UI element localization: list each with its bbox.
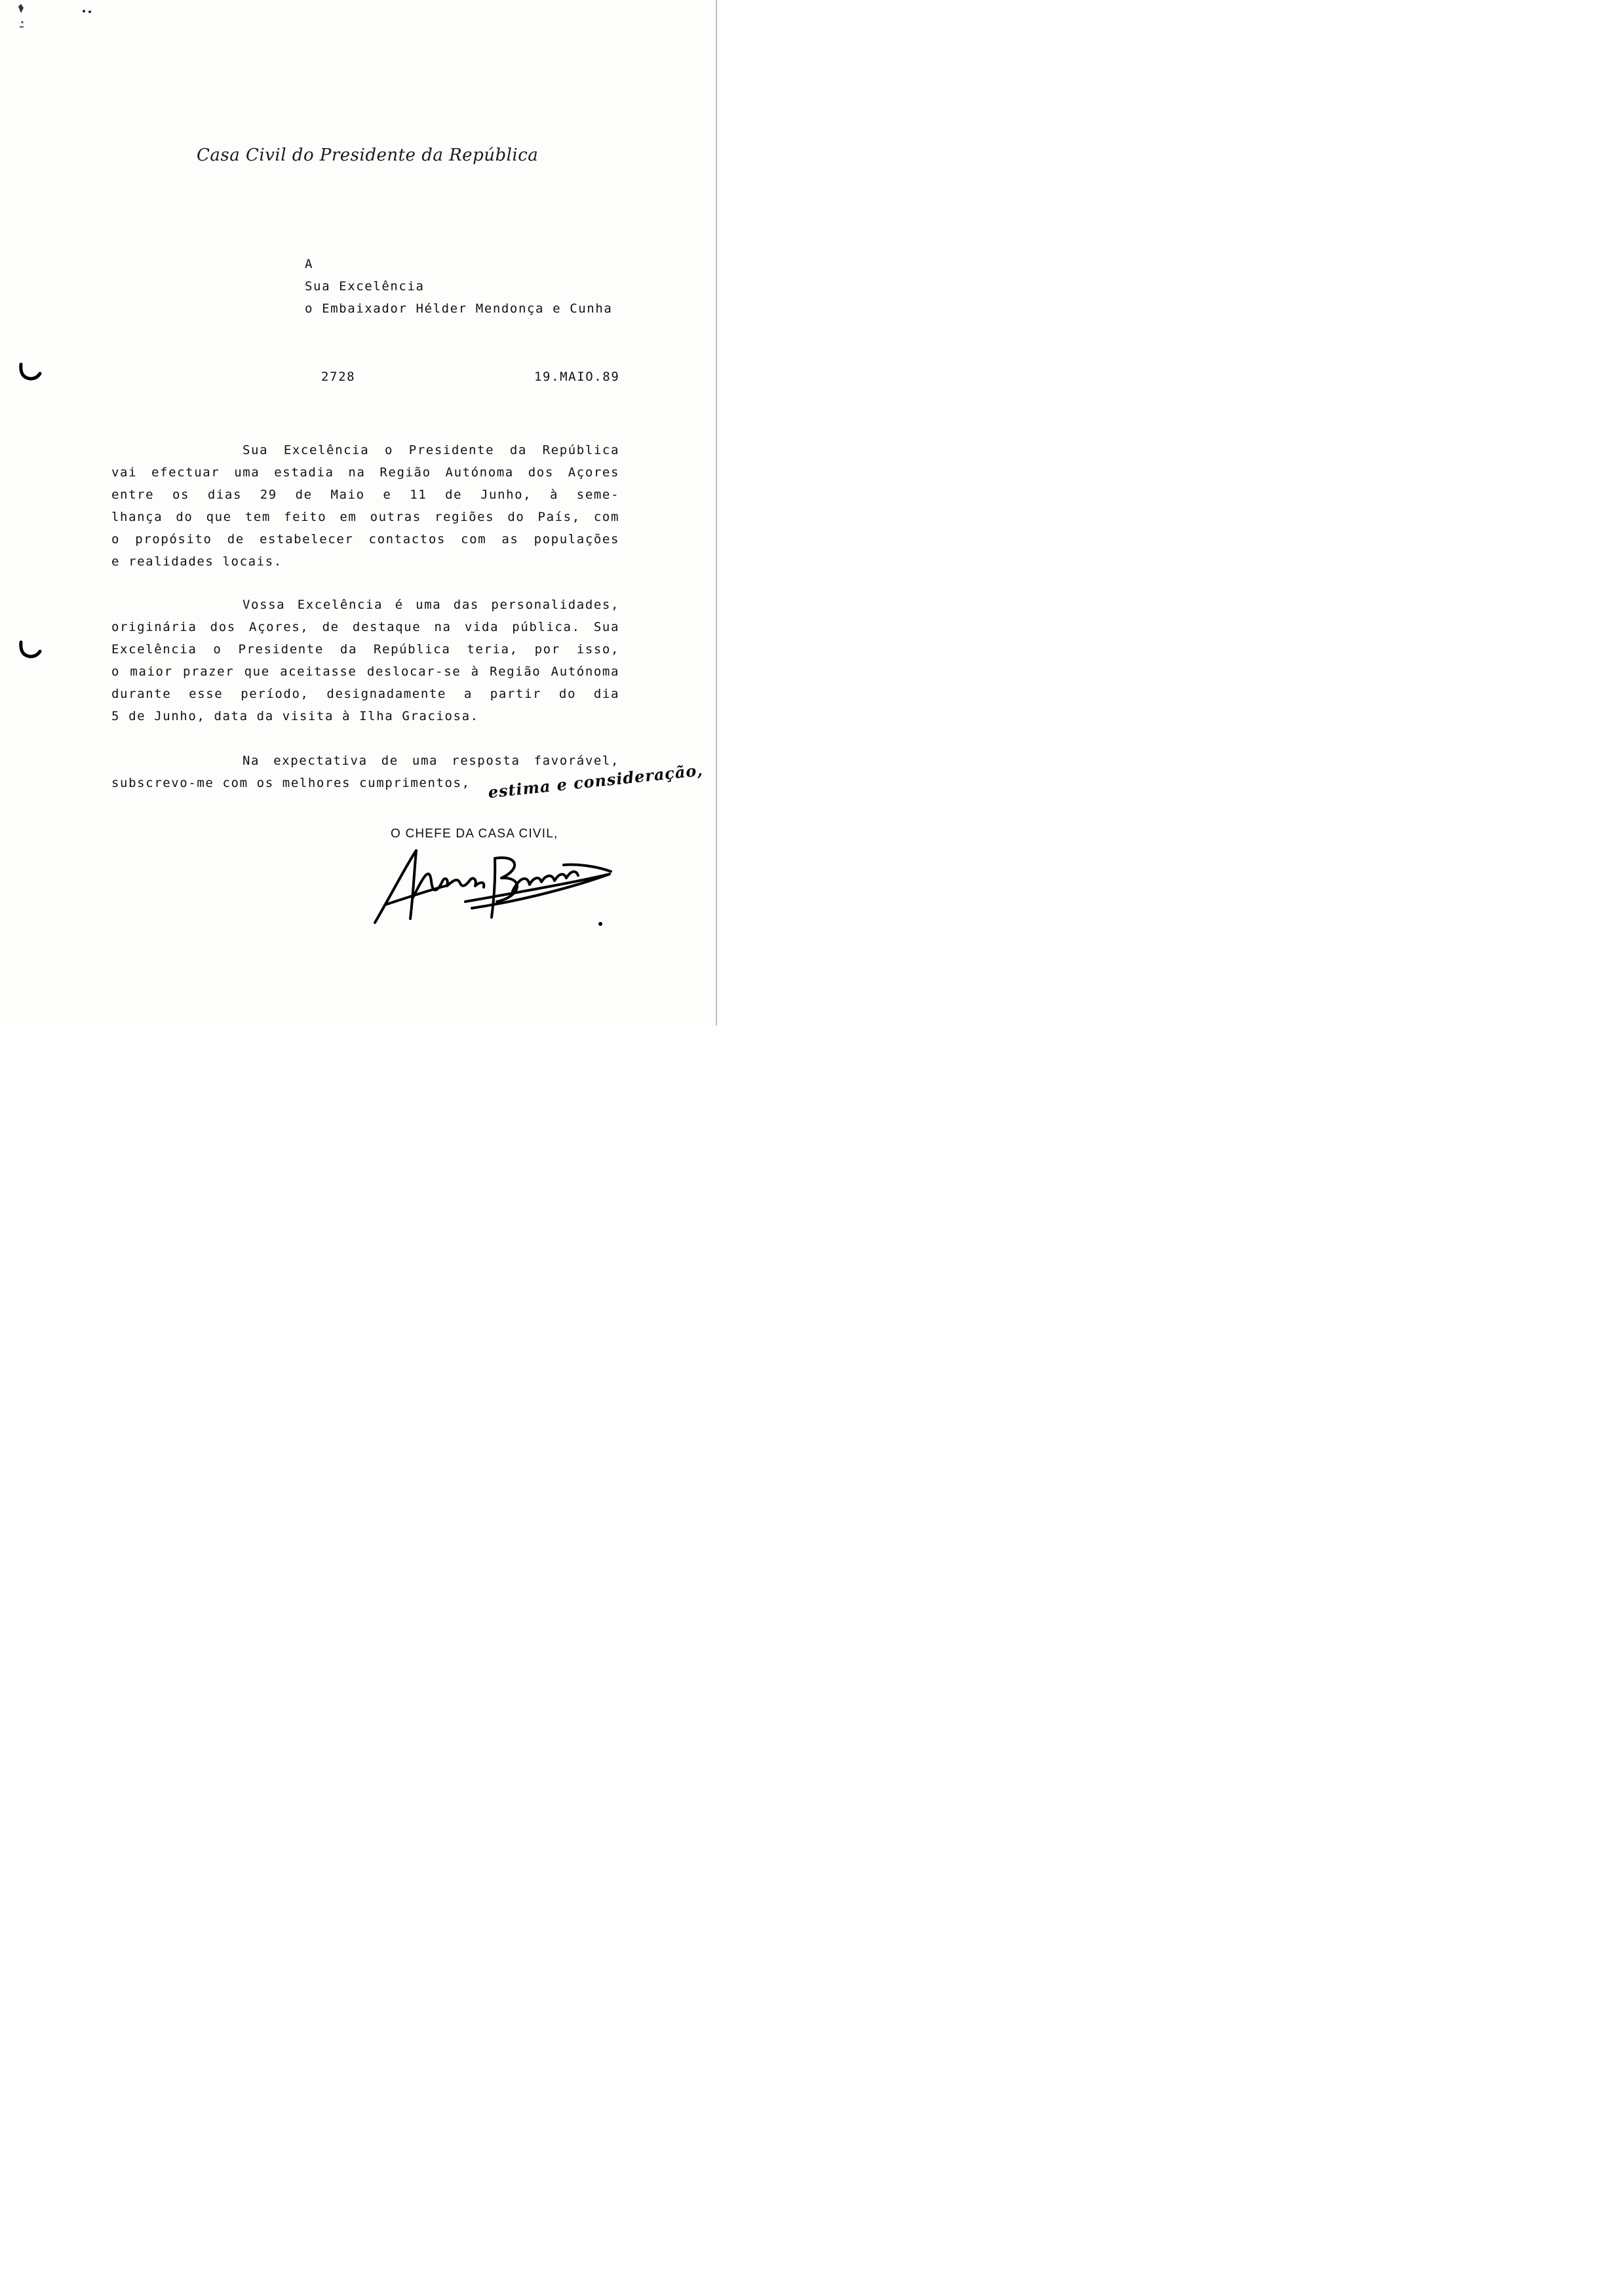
- address-line-2: Sua Excelência: [305, 279, 425, 294]
- signatory-title: O CHEFE DA CASA CIVIL,: [391, 827, 558, 841]
- paragraph-1: [111, 439, 619, 573]
- paragraph-line: o propósito de estabelecer contactos com as populações: [111, 532, 619, 546]
- address-line-1: A: [305, 257, 314, 271]
- paragraph-line: 5 de Junho, data da visita à Ilha Graciosa.: [111, 709, 479, 723]
- letterhead: Casa Civil do Presidente da República: [197, 145, 539, 165]
- paragraph-line: subscrevo-me com os melhores cumprimentos,: [111, 776, 471, 790]
- paragraph-line: e realidades locais.: [111, 554, 282, 569]
- paragraph-line: entre os dias 29 de Maio e 11 de Junho, à seme-: [111, 488, 619, 502]
- paragraph-line: Excelência o Presidente da República teria, por isso,: [111, 642, 619, 657]
- paragraph-line: durante esse período, designadamente a partir do dia: [111, 687, 619, 701]
- punch-hole-mark-lower-icon: [17, 637, 43, 663]
- letter-date: 19.MAIO.89: [534, 370, 620, 384]
- paragraph-2: [111, 594, 619, 727]
- scan-artifact-top-left-icon: [7, 0, 46, 33]
- signature-image: [367, 845, 616, 930]
- reference-number: 2728: [321, 370, 356, 384]
- scan-edge-line: [716, 0, 717, 1025]
- letter-page: [0, 0, 721, 1025]
- paragraph-line: Sua Excelência o Presidente da República: [243, 443, 619, 457]
- paragraph-line: o maior prazer que aceitasse deslocar-se à Região Autónoma: [111, 664, 619, 679]
- paragraph-line: vai efectuar uma estadia na Região Autónoma dos Açores: [111, 465, 619, 480]
- paragraph-line: lhança do que tem feito em outras regiões do País, com: [111, 510, 619, 524]
- paragraph-line: originária dos Açores, de destaque na vida pública. Sua: [111, 620, 619, 634]
- paragraph-line: Na expectativa de uma resposta favorável,: [243, 754, 619, 768]
- punch-hole-mark-upper-icon: [17, 359, 43, 385]
- address-line-3: o Embaixador Hélder Mendonça e Cunha: [305, 301, 613, 316]
- handwritten-closing: estima e consideração,: [487, 760, 704, 802]
- paragraph-line: Vossa Excelência é uma das personalidades,: [243, 598, 619, 612]
- scan-dots-icon: [79, 7, 98, 16]
